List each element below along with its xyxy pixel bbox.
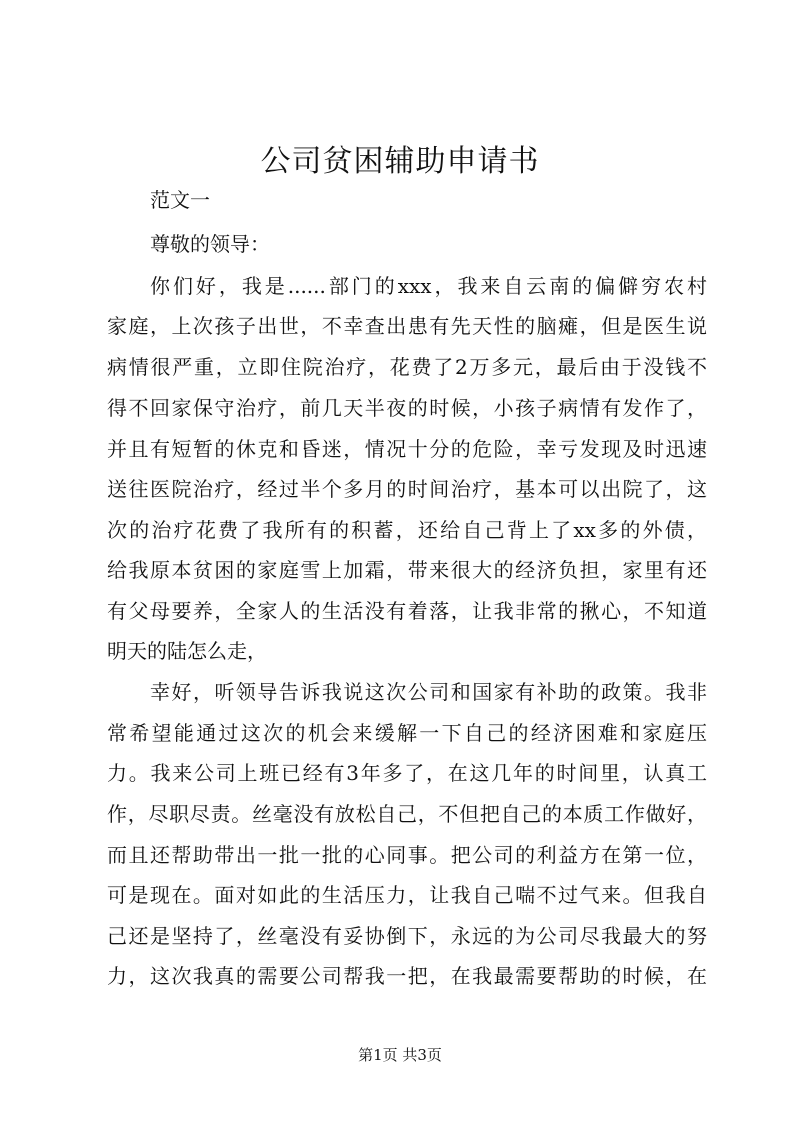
text-line: 明天的陆怎么走，	[107, 639, 267, 663]
text-line: 家庭，上次孩子出世，不幸查出患有先天性的脑瘫，但是医生说	[107, 314, 707, 338]
text-line: 常希望能通过这次的机会来缓解一下自己的经济困难和家庭压	[107, 721, 707, 745]
text-line: 有父母要养，全家人的生活没有着落，让我非常的揪心，不知道	[107, 599, 707, 623]
text-line: 病情很严重，立即住院治疗，花费了2万多元，最后由于没钱不	[107, 355, 707, 379]
text-line: 给我原本贫困的家庭雪上加霜，带来很大的经济负担，家里有还	[107, 558, 707, 582]
text-line: 送往医院治疗，经过半个多月的时间治疗，基本可以出院了，这	[107, 477, 707, 501]
text-line: 可是现在。面对如此的生活压力，让我自己喘不过气来。但我自	[107, 883, 707, 907]
text-line: 尊敬的领导：	[150, 232, 270, 256]
text-line: 幸好，听领导告诉我说这次公司和国家有补助的政策。我非	[150, 680, 707, 704]
text-line: 而且还帮助带出一批一批的心同事。把公司的利益方在第一位，	[107, 843, 707, 867]
text-line: 次的治疗花费了我所有的积蓄，还给自己背上了xx多的外债，	[107, 518, 707, 542]
text-line: 得不回家保守治疗，前几天半夜的时候，小孩子病情有发作了，	[107, 396, 707, 420]
text-line: 己还是坚持了，丝毫没有妥协倒下，永远的为公司尽我最大的努	[107, 924, 707, 948]
text-line: 作，尽职尽责。丝毫没有放松自己，不但把自己的本质工作做好，	[107, 802, 707, 826]
text-line: 并且有短暂的休克和昏迷，情况十分的危险，幸亏发现及时迅速	[107, 437, 707, 461]
text-line: 力，这次我真的需要公司帮我一把，在我最需要帮助的时候，在	[107, 964, 707, 988]
document-title: 公司贫困辅助申请书	[260, 144, 540, 179]
text-line: 力。我来公司上班已经有3年多了，在这几年的时间里，认真工	[107, 761, 707, 785]
text-line: 范文一	[150, 188, 210, 212]
text-line: 你们好，我是......部门的xxx，我来自云南的偏僻穷农村	[150, 274, 707, 298]
page-number-footer: 第1页 共3页	[358, 1046, 442, 1064]
